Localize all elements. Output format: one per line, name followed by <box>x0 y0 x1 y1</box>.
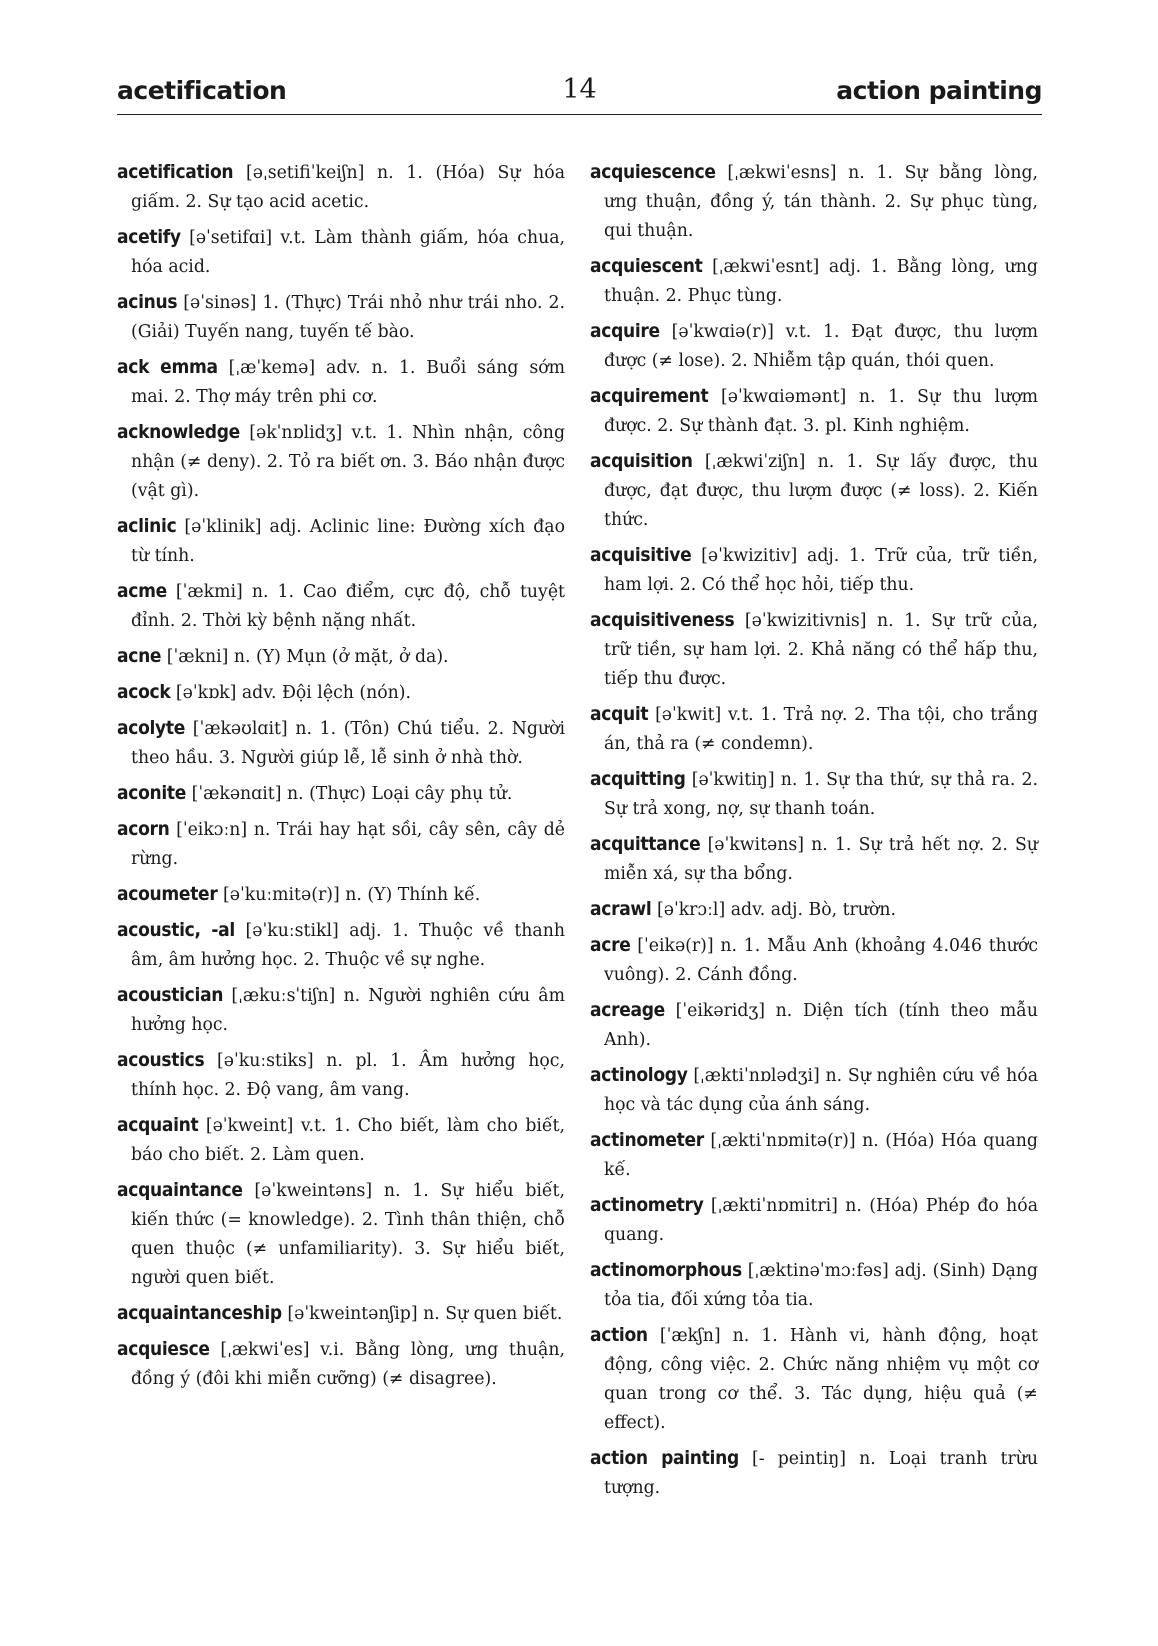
entry-definition: v.i. Bằng lòng, ưng thuận, đồng ý (đôi khi miễn cưỡng) (≠ disagree). <box>131 1340 565 1389</box>
entry-pronunciation: [əˈkwɑiəmənt] <box>721 387 847 407</box>
entry-definition: n. 1. (Tôn) Chú tiểu. 2. Người theo hầu. 3. Người giúp lễ, lễ sinh ở nhà thờ. <box>131 719 566 768</box>
entry-definition: v.t. 1. Đạt được, thu lượm được (≠ lose). 2. Nhiễm tập quán, thói quen. <box>604 322 1038 371</box>
entry-headword: action <box>590 1324 648 1346</box>
entry-definition: adv. Đội lệch (nón). <box>241 683 412 703</box>
dictionary-entry <box>117 288 565 347</box>
entry-headword: acquiescence <box>590 161 716 183</box>
entry-definition: n. 1. Sự trữ của, trữ tiền, sự ham lợi. 2. Khả năng có thể hấp thu, tiếp thu được. <box>604 611 1038 689</box>
dictionary-entry <box>590 1321 1038 1438</box>
dictionary-entry <box>590 158 1038 246</box>
entry-definition: adj. 1. Bằng lòng, ưng thuận. 2. Phục tùng. <box>604 257 1038 306</box>
entry-pronunciation: [ˈækənɑit] <box>191 784 282 804</box>
entry-definition: n. (Thực) Loại cây phụ tử. <box>286 784 513 804</box>
entry-pronunciation: [ˈækʃn] <box>659 1326 721 1346</box>
dictionary-entry <box>117 512 565 571</box>
entry-definition: n. (Y) Mụn (ở mặt, ở da). <box>233 647 449 667</box>
entry-headword: acquittance <box>590 833 701 855</box>
dictionary-entry <box>590 765 1038 824</box>
entry-pronunciation: [əˌsetifiˈkeiʃn] <box>245 163 365 183</box>
dictionary-entry <box>117 577 565 636</box>
entry-pronunciation: [əˈsetifɑi] <box>189 228 273 248</box>
entry-pronunciation: [əˈkwɑiə(r)] <box>671 322 774 342</box>
entry-pronunciation: [- peintiŋ] <box>752 1449 846 1469</box>
entry-definition: adj. 1. Trữ của, trữ tiền, ham lợi. 2. Có thể học hỏi, tiếp thu. <box>604 546 1038 595</box>
entry-headword: acquisitive <box>590 544 692 566</box>
entry-pronunciation: [ˈækni] <box>166 647 229 667</box>
dictionary-entry <box>117 981 565 1040</box>
entry-pronunciation: [əˈkuːstiks] <box>217 1051 314 1071</box>
entry-definition: v.t. Làm thành giấm, hóa chua, hóa acid. <box>131 228 565 277</box>
entry-headword: acinus <box>117 291 178 313</box>
dictionary-entry <box>590 541 1038 600</box>
entry-pronunciation: [ˌæktiˈnɒlədʒi] <box>693 1066 820 1086</box>
entry-definition: n. 1. Sự bằng lòng, ưng thuận, đồng ý, tán thành. 2. Sự phục tùng, qui thuận. <box>604 163 1039 241</box>
dictionary-entry <box>117 1176 565 1293</box>
entry-headword: acetification <box>117 161 234 183</box>
entry-pronunciation: [əˈkweintənʃip] <box>287 1304 418 1324</box>
entry-pronunciation: [ˌæktiˈnɒmitri] <box>710 1196 838 1216</box>
entry-pronunciation: [ˈeikəridʒ] <box>675 1001 765 1021</box>
dictionary-entry <box>590 1061 1038 1120</box>
entry-definition: n. (Hóa) Phép đo hóa quang. <box>604 1196 1039 1245</box>
entry-headword: acquisition <box>590 450 693 472</box>
dictionary-entry <box>590 830 1038 889</box>
entry-definition: n. 1. Hành vi, hành động, hoạt động, công việc. 2. Chức năng nhiệm vụ một cơ quan trong cơ thể. 3. Tác dụng, hiệu quả (≠ effect). <box>604 1326 1038 1433</box>
entry-headword: actinometer <box>590 1129 704 1151</box>
entry-headword: action painting <box>590 1447 739 1469</box>
entry-pronunciation: [ˌækwiˈziʃn] <box>704 452 806 472</box>
entry-definition: v.t. 1. Nhìn nhận, công nhận (≠ deny). 2. Tỏ ra biết ơn. 3. Báo nhận được (vật gì). <box>131 423 566 501</box>
dictionary-entry <box>117 714 565 773</box>
entry-headword: acquitting <box>590 768 686 790</box>
entry-definition: n. 1. (Hóa) Sự hóa giấm. 2. Sự tạo acid acetic. <box>131 163 566 212</box>
entry-pronunciation: [əˈkuːmitə(r)] <box>223 885 340 905</box>
entry-definition: n. (Y) Thính kế. <box>345 885 481 905</box>
entry-pronunciation: [əˈkweint] <box>205 1116 294 1136</box>
entry-headword: acquiesce <box>117 1338 210 1360</box>
dictionary-entry <box>590 382 1038 441</box>
entry-definition: adj. 1. Thuộc về thanh âm, âm hưởng học. 2. Thuộc về sự nghe. <box>131 921 565 970</box>
entry-definition: adj. (Sinh) Dạng tỏa tia, đối xứng tỏa tia. <box>604 1261 1038 1310</box>
entry-headword: acoumeter <box>117 883 218 905</box>
entry-headword: acre <box>590 934 631 956</box>
entry-headword: acquire <box>590 320 660 342</box>
right-guide-word: action painting <box>836 76 1042 105</box>
dictionary-entry <box>590 895 1038 925</box>
entry-definition: n. Sự quen biết. <box>423 1304 563 1324</box>
entry-headword: acock <box>117 681 171 703</box>
entry-headword: acolyte <box>117 717 186 739</box>
entry-pronunciation: [ˈeikɔːn] <box>176 820 248 840</box>
entry-definition: 1. (Thực) Trái nhỏ như trái nho. 2. (Giải) Tuyến nang, tuyến tế bào. <box>131 293 566 342</box>
dictionary-entry <box>590 996 1038 1055</box>
entry-definition: n. Sự nghiên cứu về hóa học và tác dụng của ánh sáng. <box>604 1066 1039 1115</box>
dictionary-entry <box>590 317 1038 376</box>
left-guide-word: acetification <box>117 76 287 105</box>
entry-definition: adv. n. 1. Buổi sáng sớm mai. 2. Thợ máy trên phi cơ. <box>131 358 565 407</box>
entry-pronunciation: [əkˈnɒlidʒ] <box>249 423 343 443</box>
entry-headword: acquirement <box>590 385 709 407</box>
entry-definition: n. pl. 1. Âm hưởng học, thính học. 2. Độ vang, âm vang. <box>131 1051 565 1100</box>
entry-definition: n. 1. Sự trả hết nợ. 2. Sự miễn xá, sự tha bổng. <box>604 835 1038 884</box>
entry-headword: actinology <box>590 1064 688 1086</box>
entry-pronunciation: [ˌæˈkemə] <box>228 358 316 378</box>
entry-headword: acoustics <box>117 1049 205 1071</box>
dictionary-entry <box>117 1335 565 1394</box>
entry-pronunciation: [ˌæktinəˈmɔːfəs] <box>747 1261 889 1281</box>
dictionary-entry <box>590 447 1038 535</box>
entry-pronunciation: [ˌækwiˈesnt] <box>712 257 820 277</box>
dictionary-entry <box>117 815 565 874</box>
entry-pronunciation: [ˈækmi] <box>175 582 243 602</box>
entry-headword: acquiescent <box>590 255 703 277</box>
entry-headword: aconite <box>117 782 187 804</box>
entry-headword: aclinic <box>117 515 177 537</box>
entry-pronunciation: [əˈsinəs] <box>183 293 257 313</box>
dictionary-entry <box>590 1191 1038 1250</box>
entry-pronunciation: [əˈklinik] <box>184 517 262 537</box>
entry-headword: acetify <box>117 226 181 248</box>
entry-definition: n. Trái hay hạt sồi, cây sên, cây dẻ rừng. <box>131 820 565 869</box>
dictionary-entry <box>590 252 1038 311</box>
dictionary-entry <box>117 158 565 217</box>
dictionary-entry <box>117 1111 565 1170</box>
dictionary-entry <box>117 880 565 910</box>
dictionary-entry <box>117 353 565 412</box>
entry-pronunciation: [əˈkwizitivnis] <box>744 611 867 631</box>
entry-pronunciation: [əˈkwizitiv] <box>701 546 798 566</box>
entry-definition: adv. adj. Bò, trườn. <box>730 900 896 920</box>
entry-definition: n. 1. Sự tha thứ, sự thả ra. 2. Sự trả xong, nợ, sự thanh toán. <box>604 770 1038 819</box>
right-column <box>590 158 1038 1509</box>
entry-headword: acquit <box>590 703 649 725</box>
entry-headword: actinometry <box>590 1194 704 1216</box>
entry-pronunciation: [əˈkwitiŋ] <box>691 770 775 790</box>
entry-headword: actinomorphous <box>590 1259 742 1281</box>
dictionary-entry <box>117 223 565 282</box>
dictionary-entry <box>117 642 565 672</box>
entry-definition: n. (Hóa) Hóa quang kế. <box>604 1131 1038 1180</box>
dictionary-entry <box>117 779 565 809</box>
entry-headword: acquisitiveness <box>590 609 735 631</box>
dictionary-entry <box>117 1299 565 1329</box>
entry-definition: n. 1. Sự thu lượm được. 2. Sự thành đạt. 3. pl. Kinh nghiệm. <box>604 387 1038 436</box>
dictionary-entry <box>590 700 1038 759</box>
entry-definition: n. 1. Mẫu Anh (khoảng 4.046 thước vuông). 2. Cánh đồng. <box>604 936 1039 985</box>
dictionary-entry <box>590 1256 1038 1315</box>
entry-definition: adj. Aclinic line: Đường xích đạo từ tính. <box>131 517 565 566</box>
entry-pronunciation: [ˌækwiˈesns] <box>727 163 837 183</box>
dictionary-entry <box>590 1444 1038 1503</box>
entry-pronunciation: [əˈkuːstikl] <box>245 921 339 941</box>
entry-definition: n. Loại tranh trừu tượng. <box>604 1449 1038 1498</box>
entry-pronunciation: [əˈkɒk] <box>175 683 237 703</box>
running-header <box>117 76 1042 115</box>
entry-pronunciation: [ˈeikə(r)] <box>637 936 714 956</box>
entry-pronunciation: [əˈkweintəns] <box>254 1181 373 1201</box>
entry-headword: acquaintance <box>117 1179 243 1201</box>
entry-definition: n. 1. Sự hiểu biết, kiến thức (= knowledge). 2. Tình thân thiện, chỗ quen thuộc (≠ unfamiliarity). 3. Sự hiểu biết, người quen biết. <box>131 1181 565 1288</box>
dictionary-entry <box>590 1126 1038 1185</box>
entry-pronunciation: [ˌæktiˈnɒmitə(r)] <box>710 1131 856 1151</box>
entry-pronunciation: [əˈkwit] <box>655 705 722 725</box>
entry-definition: n. Người nghiên cứu âm hưởng học. <box>131 986 565 1035</box>
entry-definition: v.t. 1. Trả nợ. 2. Tha tội, cho trắng án, thả ra (≠ condemn). <box>604 705 1038 754</box>
entry-definition: n. 1. Cao điểm, cực độ, chỗ tuyệt đỉnh. 2. Thời kỳ bệnh nặng nhất. <box>131 582 565 631</box>
dictionary-entry <box>590 606 1038 694</box>
entry-headword: acoustic, -al <box>117 919 235 941</box>
dictionary-entry <box>117 916 565 975</box>
entry-headword: acne <box>117 645 162 667</box>
entry-definition: n. 1. Sự lấy được, thu được, đạt được, thu lượm được (≠ loss). 2. Kiến thức. <box>604 452 1038 530</box>
entry-headword: acrawl <box>590 898 652 920</box>
entry-headword: ack emma <box>117 356 218 378</box>
entry-pronunciation: [ˌækwiˈes] <box>220 1340 310 1360</box>
entry-headword: acorn <box>117 818 170 840</box>
entry-headword: acquaintanceship <box>117 1302 282 1324</box>
entry-pronunciation: [əˈkwitəns] <box>707 835 804 855</box>
dictionary-entry <box>117 678 565 708</box>
dictionary-entry <box>117 1046 565 1105</box>
page-number: 14 <box>562 74 597 105</box>
entry-headword: acme <box>117 580 167 602</box>
entry-headword: acoustician <box>117 984 224 1006</box>
entry-headword: acreage <box>590 999 665 1021</box>
entry-headword: acquaint <box>117 1114 199 1136</box>
dictionary-entry <box>590 931 1038 990</box>
entry-pronunciation: [ˌækuːsˈtiʃn] <box>231 986 336 1006</box>
entry-pronunciation: [əˈkrɔːl] <box>656 900 726 920</box>
entry-headword: acknowledge <box>117 421 240 443</box>
dictionary-entry <box>117 418 565 506</box>
entry-definition: n. Diện tích (tính theo mẫu Anh). <box>604 1001 1038 1050</box>
left-column <box>117 158 565 1400</box>
entry-definition: v.t. 1. Cho biết, làm cho biết, báo cho biết. 2. Làm quen. <box>131 1116 565 1165</box>
entry-pronunciation: [ˈækəʊlɑit] <box>192 719 288 739</box>
